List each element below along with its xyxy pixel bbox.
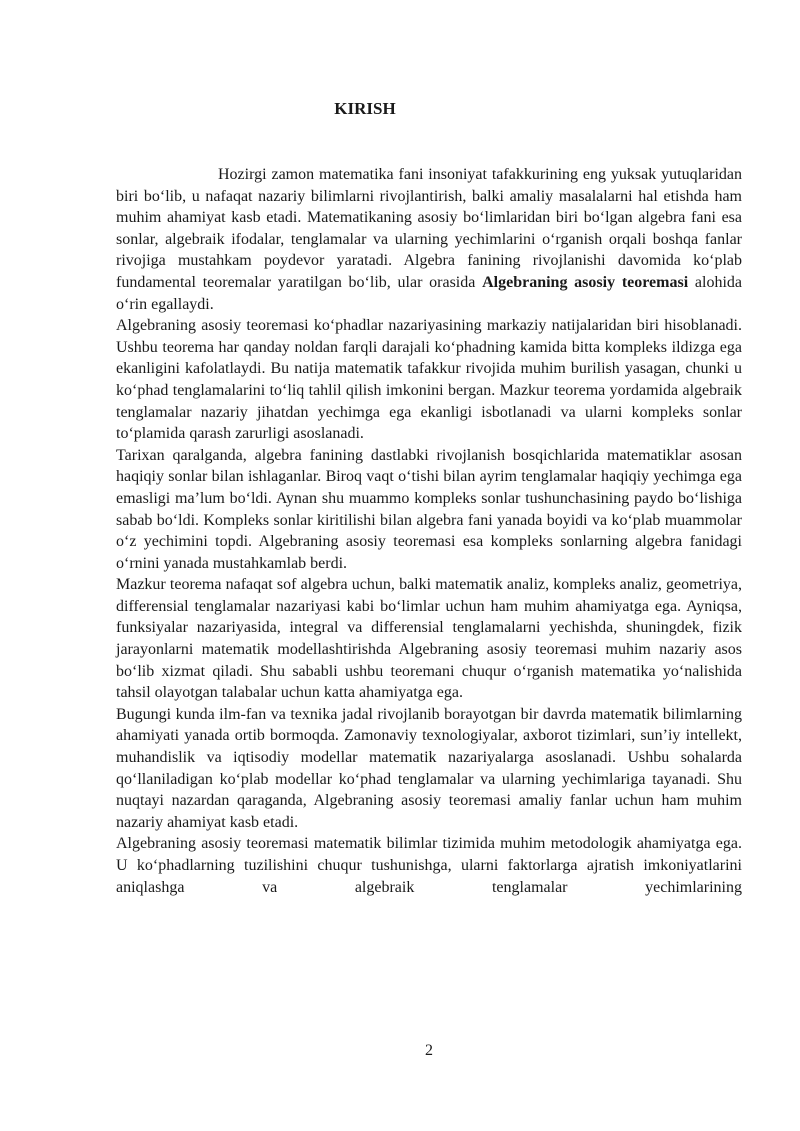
body-text <box>116 164 742 898</box>
page-number: 2 <box>425 1042 433 1059</box>
paragraph-methodology: Algebraning asosiy teoremasi matematik bilimlar tizimida muhim metodologik ahamiyatga ega. U ko‘phadlarning tuzilishini chuqur tushunishga, ularni faktorlarga ajratish imkoniyatlarini aniqlashga va algebraik tenglamalar yechimlarining <box>116 835 742 896</box>
paragraph-theorem-role: Algebraning asosiy teoremasi ko‘phadlar nazariyasining markaziy natijalaridan biri hisoblanadi. Ushbu teorema har qanday noldan farqli darajali ko‘phadning kamida bitta kompleks ildizga ega ekanligini kafolatlaydi. Bu natija matematik tafakkur rivojida muhim burilish yasagan, chunki u ko‘phad tenglamalarini to‘liq tahlil qilish imkonini bergan. Mazkur teorema yordamida algebraik tenglamalar nazariy jihatdan yechimga ega ekanligi isbotlanadi va ularni kompleks sonlar to‘plamida qarash zarurligi asoslanadi. <box>116 317 742 443</box>
paragraph-intro <box>116 164 742 315</box>
paragraph-intro-end: alohida o‘rin egallaydi. <box>116 273 743 313</box>
page-title: KIRISH <box>334 99 396 118</box>
paragraph-history: Tarixan qaralganda, algebra fanining dastlabki rivojlanish bosqichlarida matematiklar asosan haqiqiy sonlar bilan ishlaganlar. Biroq vaqt o‘tishi bilan ayrim tenglamalar haqiqiy yechimga ega emasligi ma’lum bo‘ldi. Aynan shu muammo kompleks sonlar tushunchasining paydo bo‘lishiga sabab bo‘ldi. Kompleks sonlar kiritilishi bilan algebra fani yanada boyidi va ko‘plab muammolar o‘z yechimini topdi. Algebraning asosiy teoremasi esa kompleks sonlarning algebra fanidagi o‘rnini yanada mustahkamlab berdi. <box>116 446 742 572</box>
theorem-name-bold: Algebraning asosiy teoremasi <box>482 273 689 291</box>
paragraph-modern-relevance: Bugungi kunda ilm-fan va texnika jadal rivojlanib borayotgan bir davrda matematik bilimlarning ahamiyati yanada ortib bormoqda. Zamonaviy texnologiyalar, axborot tizimlari, sun’iy intellekt, muhandislik va iqtisodiy modellar matematik nazariyalarga asoslanadi. Ushbu sohalarda qo‘llaniladigan ko‘plab modellar ko‘phad tenglamalar va ularning yechimlariga tayanadi. Shu nuqtayi nazardan qaraganda, Algebraning asosiy teoremasi amaliy fanlar uchun ham muhim nazariy ahamiyat kasb etadi. <box>116 705 742 831</box>
paragraph-applications: Mazkur teorema nafaqat sof algebra uchun, balki matematik analiz, kompleks analiz, geometriya, differensial tenglamalar nazariyasi kabi bo‘limlar uchun ham muhim ahamiyatga ega. Ayniqsa, funksiyalar nazariyasida, integral va differensial tenglamalarni yechishda, shuningdek, fizik jarayonlarni matematik modellashtirishda Algebraning asosiy teoremasi muhim nazariy asos bo‘lib xizmat qiladi. Shu sababli ushbu teoremani chuqur o‘rganish matematika yo‘nalishida tahsil olayotgan talabalar uchun katta ahamiyatga ega. <box>116 576 742 702</box>
paragraph-intro-text: Hozirgi zamon matematika fani insoniyat tafakkurining eng yuksak yutuqlaridan biri bo‘lib, u nafaqat nazariy bilimlarni rivojlantirish, balki amaliy masalalarni hal etishda ham muhim ahamiyat kasb etadi. Matematikaning asosiy bo‘limlaridan biri bo‘lgan algebra fani esa sonlar, algebraik ifodalar, tenglamalar va ularning yechimlarini o‘rganish orqali boshqa fanlar rivojiga mustahkam poydevor yaratadi. Algebra fanining rivojlanishi davomida ko‘plab fundamental teoremalar yaratilgan bo‘lib, ular orasida <box>116 166 742 291</box>
